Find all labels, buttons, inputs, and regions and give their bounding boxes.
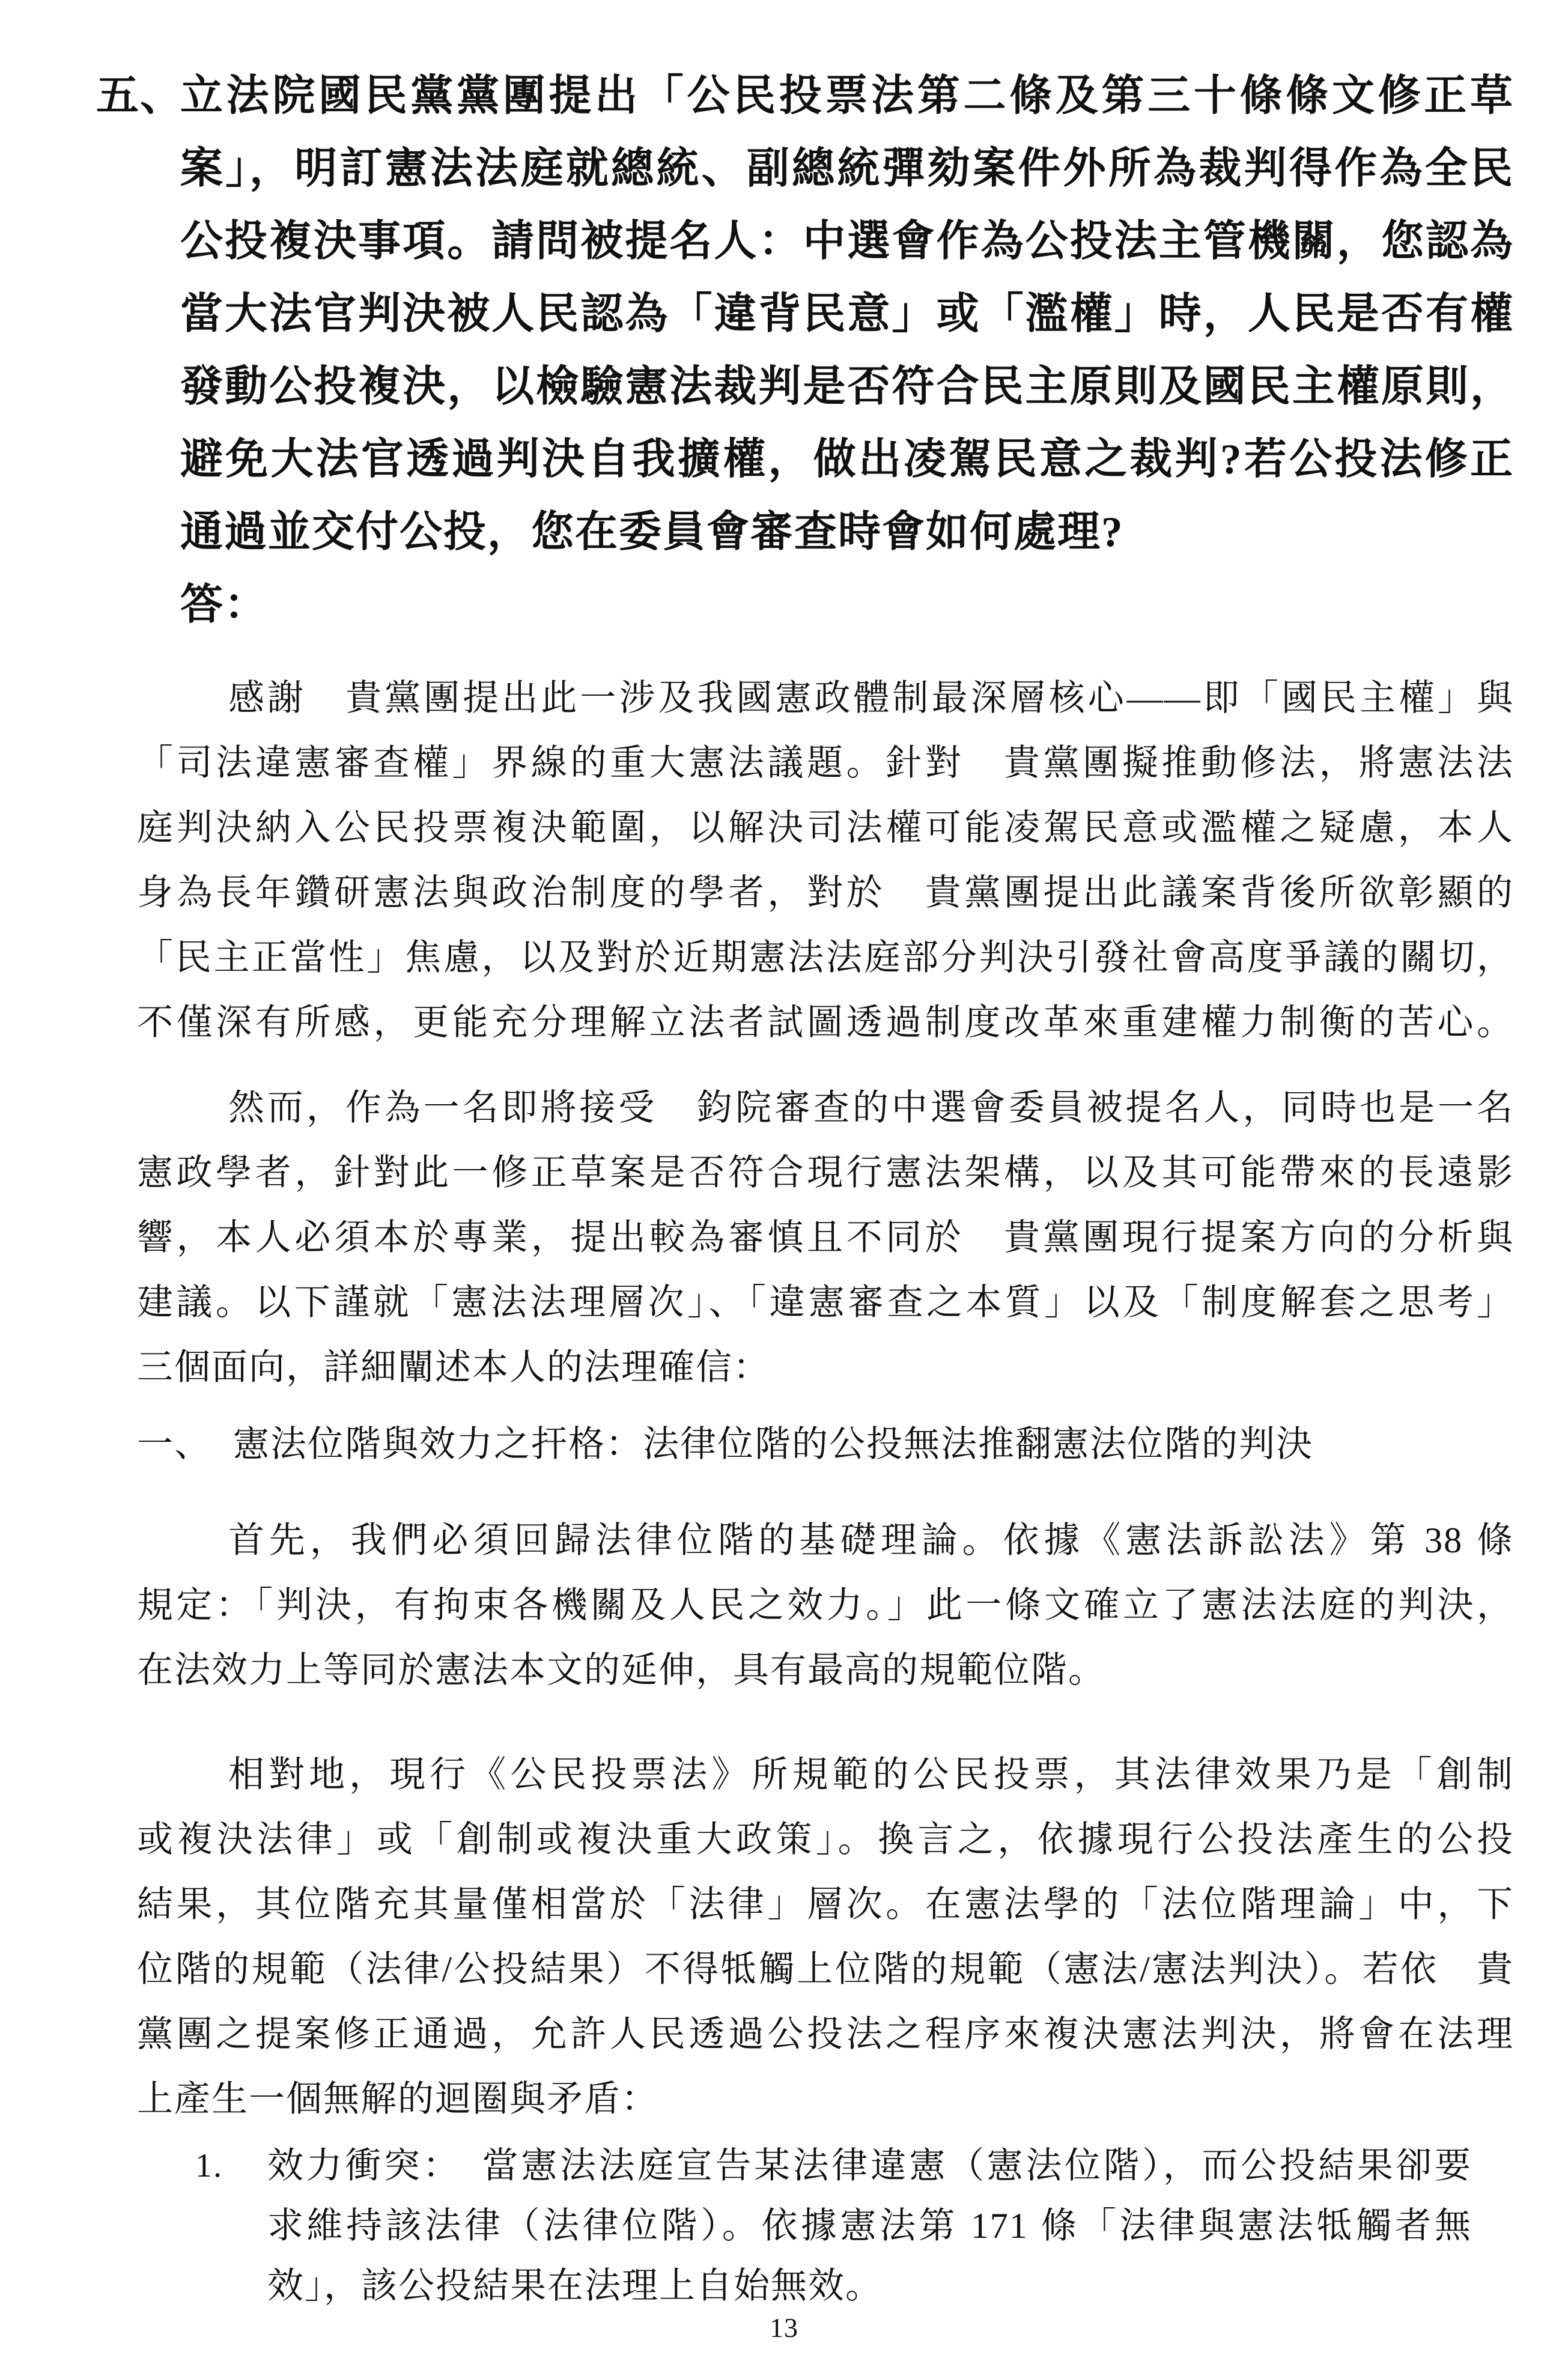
list-item-line: 求維持該法律（法律位階）。依據憲法第 171 條「法律與憲法牴觸者無 bbox=[267, 2206, 1472, 2246]
paragraph-line: 三個面向，詳細闡述本人的法理確信： bbox=[137, 1348, 770, 1387]
paragraph-line: 不僅深有所感，更能充分理解立法者試圖透過制度改革來重建權力制衡的苦心。 bbox=[137, 1003, 1514, 1042]
paragraph-line: 首先，我們必須回歸法律位階的基礎理論。依據《憲法訴訟法》第 38 條 bbox=[228, 1521, 1514, 1560]
paragraph-line: 位階的規範（法律/公投結果）不得牴觸上位階的規範（憲法/憲法判決）。若依 貴 bbox=[137, 1949, 1514, 1989]
question-line: 通過並交付公投，您在委員會審查時會如何處理? bbox=[180, 509, 1124, 556]
paragraph-line: 然而，作為一名即將接受 鈞院審查的中選會委員被提名人，同時也是一名 bbox=[228, 1088, 1514, 1128]
paragraph-line: 結果，其位階充其量僅相當於「法律」層次。在憲法學的「法位階理論」中，下 bbox=[137, 1885, 1514, 1924]
paragraph-line: 上產生一個無解的迴圈與矛盾： bbox=[137, 2079, 658, 2119]
paragraph-line: 或複決法律」或「創制或複決重大政策」。換言之，依據現行公投法產生的公投 bbox=[137, 1820, 1514, 1859]
list-item-line: 效力衝突： 當憲法法庭宣告某法律違憲（憲法位階），而公投結果卻要 bbox=[267, 2146, 1472, 2186]
question-line: 案」，明訂憲法法庭就總統、副總統彈劾案件外所為裁判得作為全民 bbox=[180, 145, 1514, 192]
list-item-number: 1. bbox=[195, 2147, 223, 2184]
paragraph-line: 建議。以下謹就「憲法法理層次」、「違憲審查之本質」以及「制度解套之思考」 bbox=[137, 1283, 1514, 1322]
answer-paragraph-2 bbox=[137, 1075, 1514, 1400]
question-text bbox=[180, 60, 1514, 642]
section-number-marker: 一、 bbox=[137, 1424, 211, 1464]
paragraph-line: 身為長年鑽研憲法與政治制度的學者，對於 貴黨團提出此議案背後所欲彰顯的 bbox=[137, 873, 1514, 913]
list-item-text bbox=[267, 2136, 1472, 2316]
answer-label: 答： bbox=[180, 582, 269, 628]
paragraph-line: 規定：「判決，有拘束各機關及人民之效力。」此一條文確立了憲法法庭的判決， bbox=[137, 1585, 1514, 1625]
list-item-line: 效」，該公投結果在法理上自始無效。 bbox=[267, 2266, 883, 2306]
paragraph-line: 感謝 貴黨團提出此一涉及我國憲政體制最深層核心——即「國民主權」與 bbox=[228, 678, 1514, 718]
paragraph-line: 相對地，現行《公民投票法》所規範的公民投票，其法律效果乃是「創制 bbox=[228, 1755, 1514, 1794]
paragraph-line: 在法效力上等同於憲法本文的延伸，具有最高的規範位階。 bbox=[137, 1650, 1105, 1690]
section-heading-text: 憲法位階與效力之扞格：法律位階的公投無法推翻憲法位階的判決 bbox=[233, 1424, 1313, 1464]
paragraph-line: 響，本人必須本於專業，提出較為審慎且不同於 貴黨團現行提案方向的分析與 bbox=[137, 1218, 1514, 1257]
page-number: 13 bbox=[770, 2312, 798, 2343]
paragraph-line: 黨團之提案修正通過，允許人民透過公投法之程序來複決憲法判決，將會在法理 bbox=[137, 2014, 1514, 2054]
question-line: 避免大法官透過判決自我擴權，做出凌駕民意之裁判?若公投法修正 bbox=[180, 436, 1514, 483]
answer-paragraph-4 bbox=[137, 1742, 1514, 2132]
question-line: 立法院國民黨黨團提出「公民投票法第二條及第三十條條文修正草 bbox=[180, 73, 1514, 120]
question-block bbox=[96, 60, 1514, 642]
question-line: 公投複決事項。請問被提名人：中選會作為公投法主管機關，您認為 bbox=[180, 218, 1514, 265]
section-heading-1 bbox=[137, 1412, 1514, 1477]
paragraph-line: 「司法違憲審查權」界線的重大憲法議題。針對 貴黨團擬推動修法，將憲法法 bbox=[137, 743, 1514, 783]
question-number-marker: 五、 bbox=[96, 73, 184, 120]
answer-paragraph-1 bbox=[137, 666, 1514, 1055]
answer-paragraph-3 bbox=[137, 1508, 1514, 1703]
numbered-list-item-1 bbox=[195, 2136, 1472, 2316]
paragraph-line: 庭判決納入公民投票複決範圍，以解決司法權可能凌駕民意或濫權之疑慮，本人 bbox=[137, 808, 1514, 848]
question-line: 當大法官判決被人民認為「違背民意」或「濫權」時，人民是否有權 bbox=[180, 291, 1514, 338]
question-line: 發動公投複決，以檢驗憲法裁判是否符合民主原則及國民主權原則， bbox=[180, 363, 1514, 410]
paragraph-line: 憲政學者，針對此一修正草案是否符合現行憲法架構，以及其可能帶來的長遠影 bbox=[137, 1153, 1514, 1193]
paragraph-line: 「民主正當性」焦慮，以及對於近期憲法法庭部分判決引發社會高度爭議的關切， bbox=[137, 938, 1514, 977]
